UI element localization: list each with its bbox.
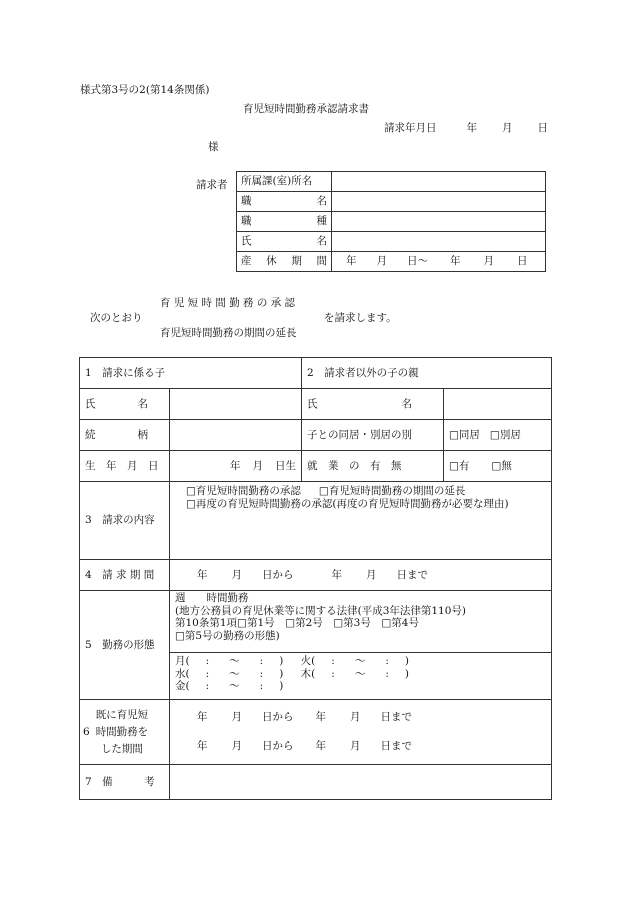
work-sec5-option: □第5号の勤務の形態): [175, 629, 280, 642]
maternity-leave-label: 産 休 期 間: [237, 252, 332, 272]
weekly-hours: 週 時間勤務: [175, 592, 249, 604]
request-year-unit: 年: [466, 122, 477, 134]
remarks-field[interactable]: [170, 765, 552, 800]
request-form-table: [79, 357, 552, 800]
child-name-label: 氏 名: [80, 389, 170, 420]
weekly-schedule[interactable]: [170, 653, 552, 700]
department-label: 所属課(室)所名: [237, 172, 332, 192]
period-start-month: 月: [231, 568, 242, 581]
maternity-end-year: 年: [450, 255, 461, 267]
content-approval-checkbox[interactable]: □育児短時間勤務の承認: [186, 485, 301, 497]
intro-suffix: を請求します。: [324, 312, 397, 324]
section6-number: 6: [83, 725, 90, 738]
section1-title: 1 請求に係る子: [80, 358, 302, 389]
work-article-options: 第10条第1項□第1号 □第2号 □第3号 □第4号: [175, 617, 419, 629]
work-pattern-row: [80, 591, 552, 653]
content-extension-checkbox[interactable]: □育児短時間勤務の期間の延長: [318, 485, 466, 497]
section5-title: 5 勤務の形態: [80, 591, 170, 700]
birth-row: [80, 451, 552, 482]
child-name-field[interactable]: [170, 389, 302, 420]
separate-checkbox[interactable]: □別居: [489, 428, 521, 441]
job-type-label: 職 種: [237, 212, 332, 232]
employed-yes-checkbox[interactable]: □有: [449, 459, 470, 472]
period-start-day: 日から: [262, 568, 294, 581]
employment-options: [444, 451, 552, 482]
applicant-table: [236, 171, 546, 272]
section6-line1: 既に育児短: [95, 708, 149, 721]
applicant-row-department: [237, 172, 546, 192]
schedule-day: 木( : 〜 : ): [300, 667, 409, 680]
request-date[interactable]: [384, 120, 548, 135]
section6-label: [96, 707, 149, 758]
applicant-name-label: 氏 名: [237, 232, 332, 252]
option-extension: 育児短時間勤務の期間の延長: [160, 327, 297, 339]
employed-no-checkbox[interactable]: □無: [491, 459, 512, 472]
maternity-end-day: 日: [517, 255, 528, 267]
work-pattern-options[interactable]: [170, 591, 552, 653]
names-row: [80, 389, 552, 420]
birth-month-unit: 月: [252, 459, 263, 472]
intro-prefix: 次のとおり: [90, 312, 143, 324]
form-title: 育児短時間勤務承認請求書: [243, 103, 369, 115]
applicant-row-name: [237, 232, 546, 252]
position-label: 職 名: [237, 192, 332, 212]
section7-title: 7 備 考: [80, 765, 170, 800]
section6-title: [80, 700, 170, 765]
maternity-start-month: 月: [376, 255, 387, 267]
child-birth-field[interactable]: [170, 451, 302, 482]
birth-day-unit: 日生: [275, 459, 296, 472]
content-reapproval-checkbox[interactable]: □再度の育児短時間勤務の承認(再度の育児短時間勤務が必要な理由): [186, 497, 509, 510]
position-field[interactable]: [332, 192, 546, 212]
option-approval: 育 児 短 時 間 勤 務 の 承 認: [160, 297, 296, 309]
section6-line2: 時間勤務を: [95, 725, 149, 738]
birth-year-unit: 年: [230, 459, 241, 472]
request-period-field[interactable]: [170, 560, 552, 591]
child-relation-field[interactable]: [170, 420, 302, 451]
job-type-field[interactable]: [332, 212, 546, 232]
content-row: [80, 482, 552, 560]
request-date-label: 請求年月日: [384, 122, 437, 134]
past-period-2: 年 月 日から 年 月 日まで: [197, 740, 412, 752]
applicant-row-job-type: [237, 212, 546, 232]
period-end-month: 月: [366, 568, 377, 581]
section4-title: 4 請 求 期 間: [80, 560, 170, 591]
applicant-row-position: [237, 192, 546, 212]
cohabit-options: [444, 420, 552, 451]
maternity-start-day: 日～: [407, 255, 428, 267]
applicant-name-field[interactable]: [332, 232, 546, 252]
applicant-row-maternity: [237, 252, 546, 272]
section6-line3: した期間: [100, 742, 143, 755]
maternity-end-month: 月: [483, 255, 494, 267]
schedule-day: 火( : 〜 : ): [300, 655, 409, 667]
request-month-unit: 月: [502, 122, 513, 134]
child-relation-label: 続 柄: [80, 420, 170, 451]
department-field[interactable]: [332, 172, 546, 192]
child-birth-label: 生 年 月 日: [80, 451, 170, 482]
applicant-label: 請求者: [196, 179, 228, 191]
maternity-start-year: 年: [346, 255, 357, 267]
parent-name-field[interactable]: [444, 389, 552, 420]
past-periods-field[interactable]: [170, 700, 552, 765]
schedule-day: 金( : 〜 : ): [175, 680, 284, 692]
form-number: 様式第3号の2(第14条関係): [80, 84, 210, 96]
period-row: [80, 560, 552, 591]
schedule-day: 水( : 〜 : ): [175, 667, 284, 680]
period-end-day: 日まで: [396, 568, 428, 581]
cohabit-checkbox[interactable]: □同居: [449, 428, 480, 441]
past-period-1: 年 月 日から 年 月 日まで: [197, 711, 412, 723]
schedule-day: 月( : 〜 : ): [175, 655, 284, 667]
period-start-year: 年: [197, 568, 208, 581]
relation-row: [80, 420, 552, 451]
cohabit-label: 子との同居・別居の別: [302, 420, 444, 451]
past-periods-row: [80, 700, 552, 765]
section2-title: 2 請求者以外の子の親: [302, 358, 552, 389]
section-headers-row: [80, 358, 552, 389]
request-day-unit: 日: [537, 122, 548, 134]
remarks-row: [80, 765, 552, 800]
period-end-year: 年: [331, 568, 342, 581]
content-options: [170, 482, 552, 560]
section3-title: 3 請求の内容: [80, 482, 170, 560]
work-law-reference: (地方公務員の育児休業等に関する法律(平成3年法律第110号): [175, 604, 467, 617]
parent-name-label: 氏 名: [302, 389, 444, 420]
employment-label: 就 業 の 有 無: [302, 451, 444, 482]
addressee: 様: [208, 141, 219, 153]
maternity-leave-field[interactable]: [332, 252, 546, 272]
